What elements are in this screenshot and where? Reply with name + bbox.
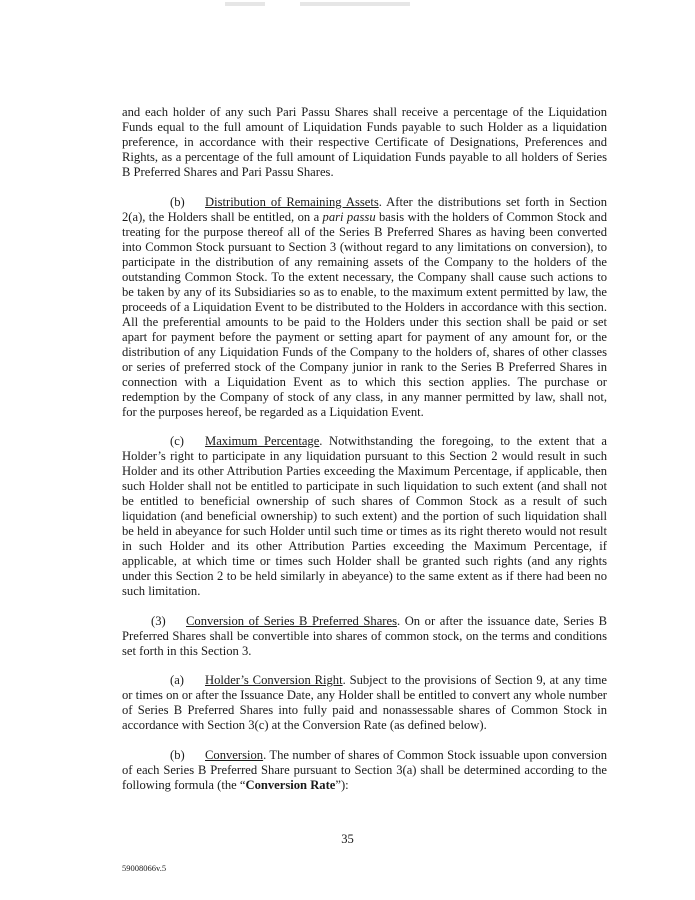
document-body: [122, 105, 607, 807]
page-number: 35: [341, 832, 354, 846]
paragraph-label: (3): [151, 613, 166, 628]
paragraph-label: (b): [170, 747, 185, 762]
defined-term: Conversion Rate: [245, 777, 336, 792]
paragraph-label: (b): [170, 194, 185, 209]
scan-artifact: [225, 2, 265, 6]
section-heading: Distribution of Remaining Assets: [205, 194, 379, 209]
paragraph-label: (a): [170, 673, 184, 687]
section-heading: Holder’s Conversion Right: [205, 673, 343, 687]
paragraph-liquidation-funds: and each holder of any such Pari Passu Shares shall receive a percentage of the Liquidation Funds equal to the full amount of Liquidation Funds payable to such Holder as a liquidation preference, in accordance with their respective Certificate of Designations, Preferences and Rights, as a percentage of the full amount of Liquidation Funds payable to all holders of Series B Preferred Shares and Pari Passu Shares.: [122, 105, 607, 179]
paragraph-holders-conversion-right: (a) Holder’s Conversion Right. Subject to the provisions of Section 9, at any time or times on or after the Issuance Date, any Holder shall be entitled to convert any whole number of Series B Preferred Shares into fully paid and nonassessable shares of Common Stock in accordance with Section 3(c) at the Conversion Rate (as defined below).: [122, 673, 607, 732]
section-heading: Conversion of Series B Preferred Shares: [186, 613, 397, 628]
paragraph-conversion: (b) Conversion. The number of shares of Common Stock issuable upon conversion of each Series B Preferred Share pursuant to Section 3(a) shall be determined according to the following formula (the “Conversion Rate”):: [122, 747, 607, 792]
paragraph-distribution-remaining-assets: (b) Distribution of Remaining Assets. After the distributions set forth in Section 2(a), the Holders shall be entitled, on a pari passu basis with the holders of Common Stock and treating for the purpose thereof all of the Series B Preferred Shares as having been converted into Common Stock pursuant to Section 3 (without regard to any limitations on conversion), to participate in the distribution of any remaining assets of the Company to the holders of the outstanding Common Stock. To the extent necessary, the Company shall cause such actions to be taken by any of its Subsidiaries so as to enable, to the maximum extent permitted by law, the proceeds of a Liquidation Event to be distributed to the Holders in accordance with this section. All the preferential amounts to be paid to the Holders under this section shall be paid or set apart for payment before the payment or setting apart for payment of any amount for, or the distribution of any Liquidation Funds of the Company to the holders of, shares of other classes or series of preferred stock of the Company junior in rank to the Series B Preferred Shares in connection with a Liquidation Event as to which this section applies. The purchase or redemption by the Company of stock of any class, in any manner permitted by law, shall not, for the purposes hereof, be regarded as a Liquidation Event.: [122, 194, 608, 419]
italic-term: pari passu: [322, 209, 376, 224]
section-heading: Conversion: [205, 747, 264, 762]
document-id: 59008066v.5: [122, 863, 167, 873]
paragraph-conversion-series-b: (3) Conversion of Series B Preferred Shares. On or after the issuance date, Series B Preferred Shares shall be convertible into shares of common stock, on the terms and conditions set forth in this Section 3.: [122, 613, 607, 658]
paragraph-maximum-percentage: (c) Maximum Percentage. Notwithstanding the foregoing, to the extent that a Holder’s right to participate in any liquidation pursuant to this Section 2 would result in such Holder and its other Attribution Parties exceeding the Maximum Percentage, if applicable, then such Holder shall not be entitled to participate in such liquidation to such extent (and shall not be entitled to beneficial ownership of such shares of Common Stock as a result of such liquidation (and beneficial ownership) to such extent) and the portion of such liquidation shall be held in abeyance for such Holder until such time or times as its right thereto would not result in such Holder and its other Attribution Parties exceeding the Maximum Percentage, if applicable, at which time or times such Holder shall be granted such rights (and any rights under this Section 2 to be held similarly in abeyance) to the same extent as if there had been no such limitation.: [122, 434, 607, 598]
paragraph-label: (c): [170, 434, 184, 448]
section-heading: Maximum Percentage: [205, 434, 320, 448]
scan-artifact: [300, 2, 410, 6]
